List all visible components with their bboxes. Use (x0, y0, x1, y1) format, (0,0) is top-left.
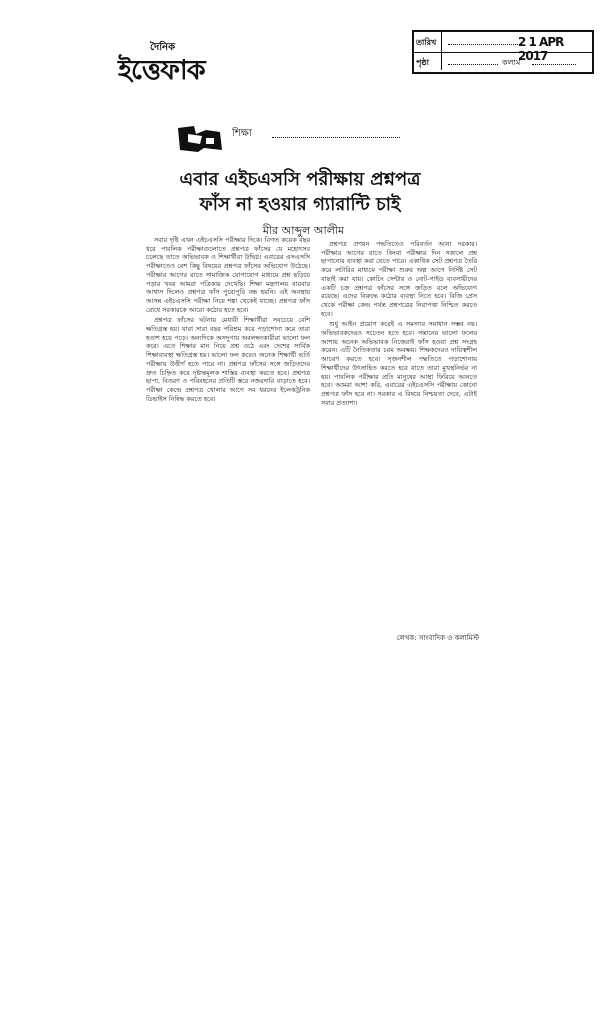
masthead-label: দৈনিক (150, 42, 176, 53)
column-2-paragraph: শুধু আইন প্রয়োগ করেই এ সমস্যার সমাধান সম্ভব নয়। অভিভাবকদেরও সচেতন হতে হবে। সন্তানের ভালো ফলের আশায় অনেক অভিভাবক নিজেরাই ফাঁস হওয়া প্রশ্ন সংগ্রহ করেন। এটি নৈতিকতার চরম অবক্ষয়। শিক্ষকদেরও দায়িত্বশীল আচরণ করতে হবে। সৃজনশীল পদ্ধতিতে পড়াশোনায় শিক্ষার্থীদের উৎসাহিত করতে হবে যাতে তারা মুখস্থনির্ভর না হয়। পাবলিক পরীক্ষার প্রতি মানুষের আস্থা ফিরিয়ে আনতে হবে। আমরা আশা করি, এবারের এইচএসসি পরীক্ষায় কোনো প্রশ্নপত্র ফাঁস হবে না। সরকার এ বিষয়ে নিশ্চয়তা দেবে, এটাই সবার প্রত্যাশা। (321, 320, 477, 407)
column-1-paragraph: প্রশ্নপত্র ফাঁসের ঘটনায় মেধাবী শিক্ষার্থীরা সবচেয়ে বেশি ক্ষতিগ্রস্ত হয়। যারা সারা বছর পরিশ্রম করে পড়াশোনা করে তারা হতাশ হয়ে পড়ে। অন্যদিকে অসদুপায় অবলম্বনকারীরা ভালো ফল করে। এতে শিক্ষার মান নিয়ে প্রশ্ন ওঠে এবং দেশের সার্বিক শিক্ষাব্যবস্থা ক্ষতিগ্রস্ত হয়। ভালো ফল করেও অনেক শিক্ষার্থী ভর্তি পরীক্ষায় উত্তীর্ণ হতে পারে না। প্রশ্নপত্র ফাঁসের সঙ্গে জড়িতদের দ্রুত চিহ্নিত করে দৃষ্টান্তমূলক শাস্তির ব্যবস্থা করতে হবে। প্রশ্নপত্র ছাপা, বিতরণ ও পরিবহনের প্রতিটি স্তরে নজরদারি বাড়াতে হবে। পরীক্ষা কেন্দ্রে প্রশ্নপত্র খোলার আগে সব ধরনের ইলেকট্রনিক ডিভাইস নিষিদ্ধ করতে হবে। (146, 316, 310, 403)
author-credit: লেখক: সাংবাদিক ও কলামিস্ট (396, 634, 479, 642)
headline-line-1: এবার এইচএসসি পরীক্ষায় প্রশ্নপত্র (179, 169, 421, 190)
stamp-date-value: 2 1 APR 2017 (518, 35, 564, 63)
article-column-2 (321, 240, 477, 630)
stamp-date-label: তারিখ (416, 38, 437, 47)
article-column-1 (146, 236, 310, 632)
stamp-column-label: কলাম (502, 58, 521, 67)
headline-line-2: ফাঁস না হওয়ার গ্যারান্টি চাই (199, 194, 401, 215)
section-divider (272, 137, 400, 138)
date-stamp (412, 30, 594, 74)
masthead-title: ইত্তেফাক (118, 55, 205, 86)
column-2-paragraph: প্রশ্নপত্র প্রণয়ন পদ্ধতিতেও পরিবর্তন আনা দরকার। পরীক্ষার আগের রাতে কিংবা পরীক্ষার দিন সকালে প্রশ্ন ছাপানোর ব্যবস্থা করা যেতে পারে। একাধিক সেট প্রশ্নপত্র তৈরি করে লটারির মাধ্যমে পরীক্ষা শুরুর অল্প আগে নির্দিষ্ট সেট বাছাই করা যায়। কোচিং সেন্টার ও নোট-গাইড ব্যবসায়ীদের একটি চক্র প্রশ্নপত্র ফাঁসের সঙ্গে জড়িত বলে অভিযোগ রয়েছে। এদের বিরুদ্ধে কঠোর ব্যবস্থা নিতে হবে। বিজি প্রেস থেকে পরীক্ষা কেন্দ্র পর্যন্ত প্রশ্নপত্রের নিরাপত্তা নিশ্চিত করতে হবে। (321, 240, 477, 318)
author-byline: মীর আব্দুল আলীম (262, 224, 345, 237)
section-logo-icon (176, 124, 224, 154)
stamp-page-row (414, 52, 592, 72)
column-1-paragraph: সবার দৃষ্টি এখন এইচএসসি পরীক্ষার দিকে। বিগত কয়েক বছর ধরে পাবলিক পরীক্ষাগুলোতে প্রশ্নপত্র ফাঁসের যে মহোৎসব চলেছে তাতে অভিভাবক ও শিক্ষার্থীরা উদ্বিগ্ন। এবারের এসএসসি পরীক্ষাতেও বেশ কিছু বিষয়ের প্রশ্নপত্র ফাঁসের অভিযোগ উঠেছে। পরীক্ষার আগের রাতে সামাজিক যোগাযোগ মাধ্যমে প্রশ্ন ছড়িয়ে পড়ার খবর আমরা পত্রিকায় দেখেছি। শিক্ষা মন্ত্রণালয় বারবার আশ্বাস দিলেও প্রশ্নপত্র ফাঁস পুরোপুরি বন্ধ হয়নি। এই অবস্থায় আসন্ন এইচএসসি পরীক্ষা নিয়ে শঙ্কা থেকেই যাচ্ছে। প্রশ্নপত্র ফাঁস রোধে সরকারকে আরো কঠোর হতে হবে। (146, 236, 310, 314)
stamp-page-label: পৃষ্ঠা (416, 58, 429, 67)
section-label: শিক্ষা (232, 128, 252, 139)
